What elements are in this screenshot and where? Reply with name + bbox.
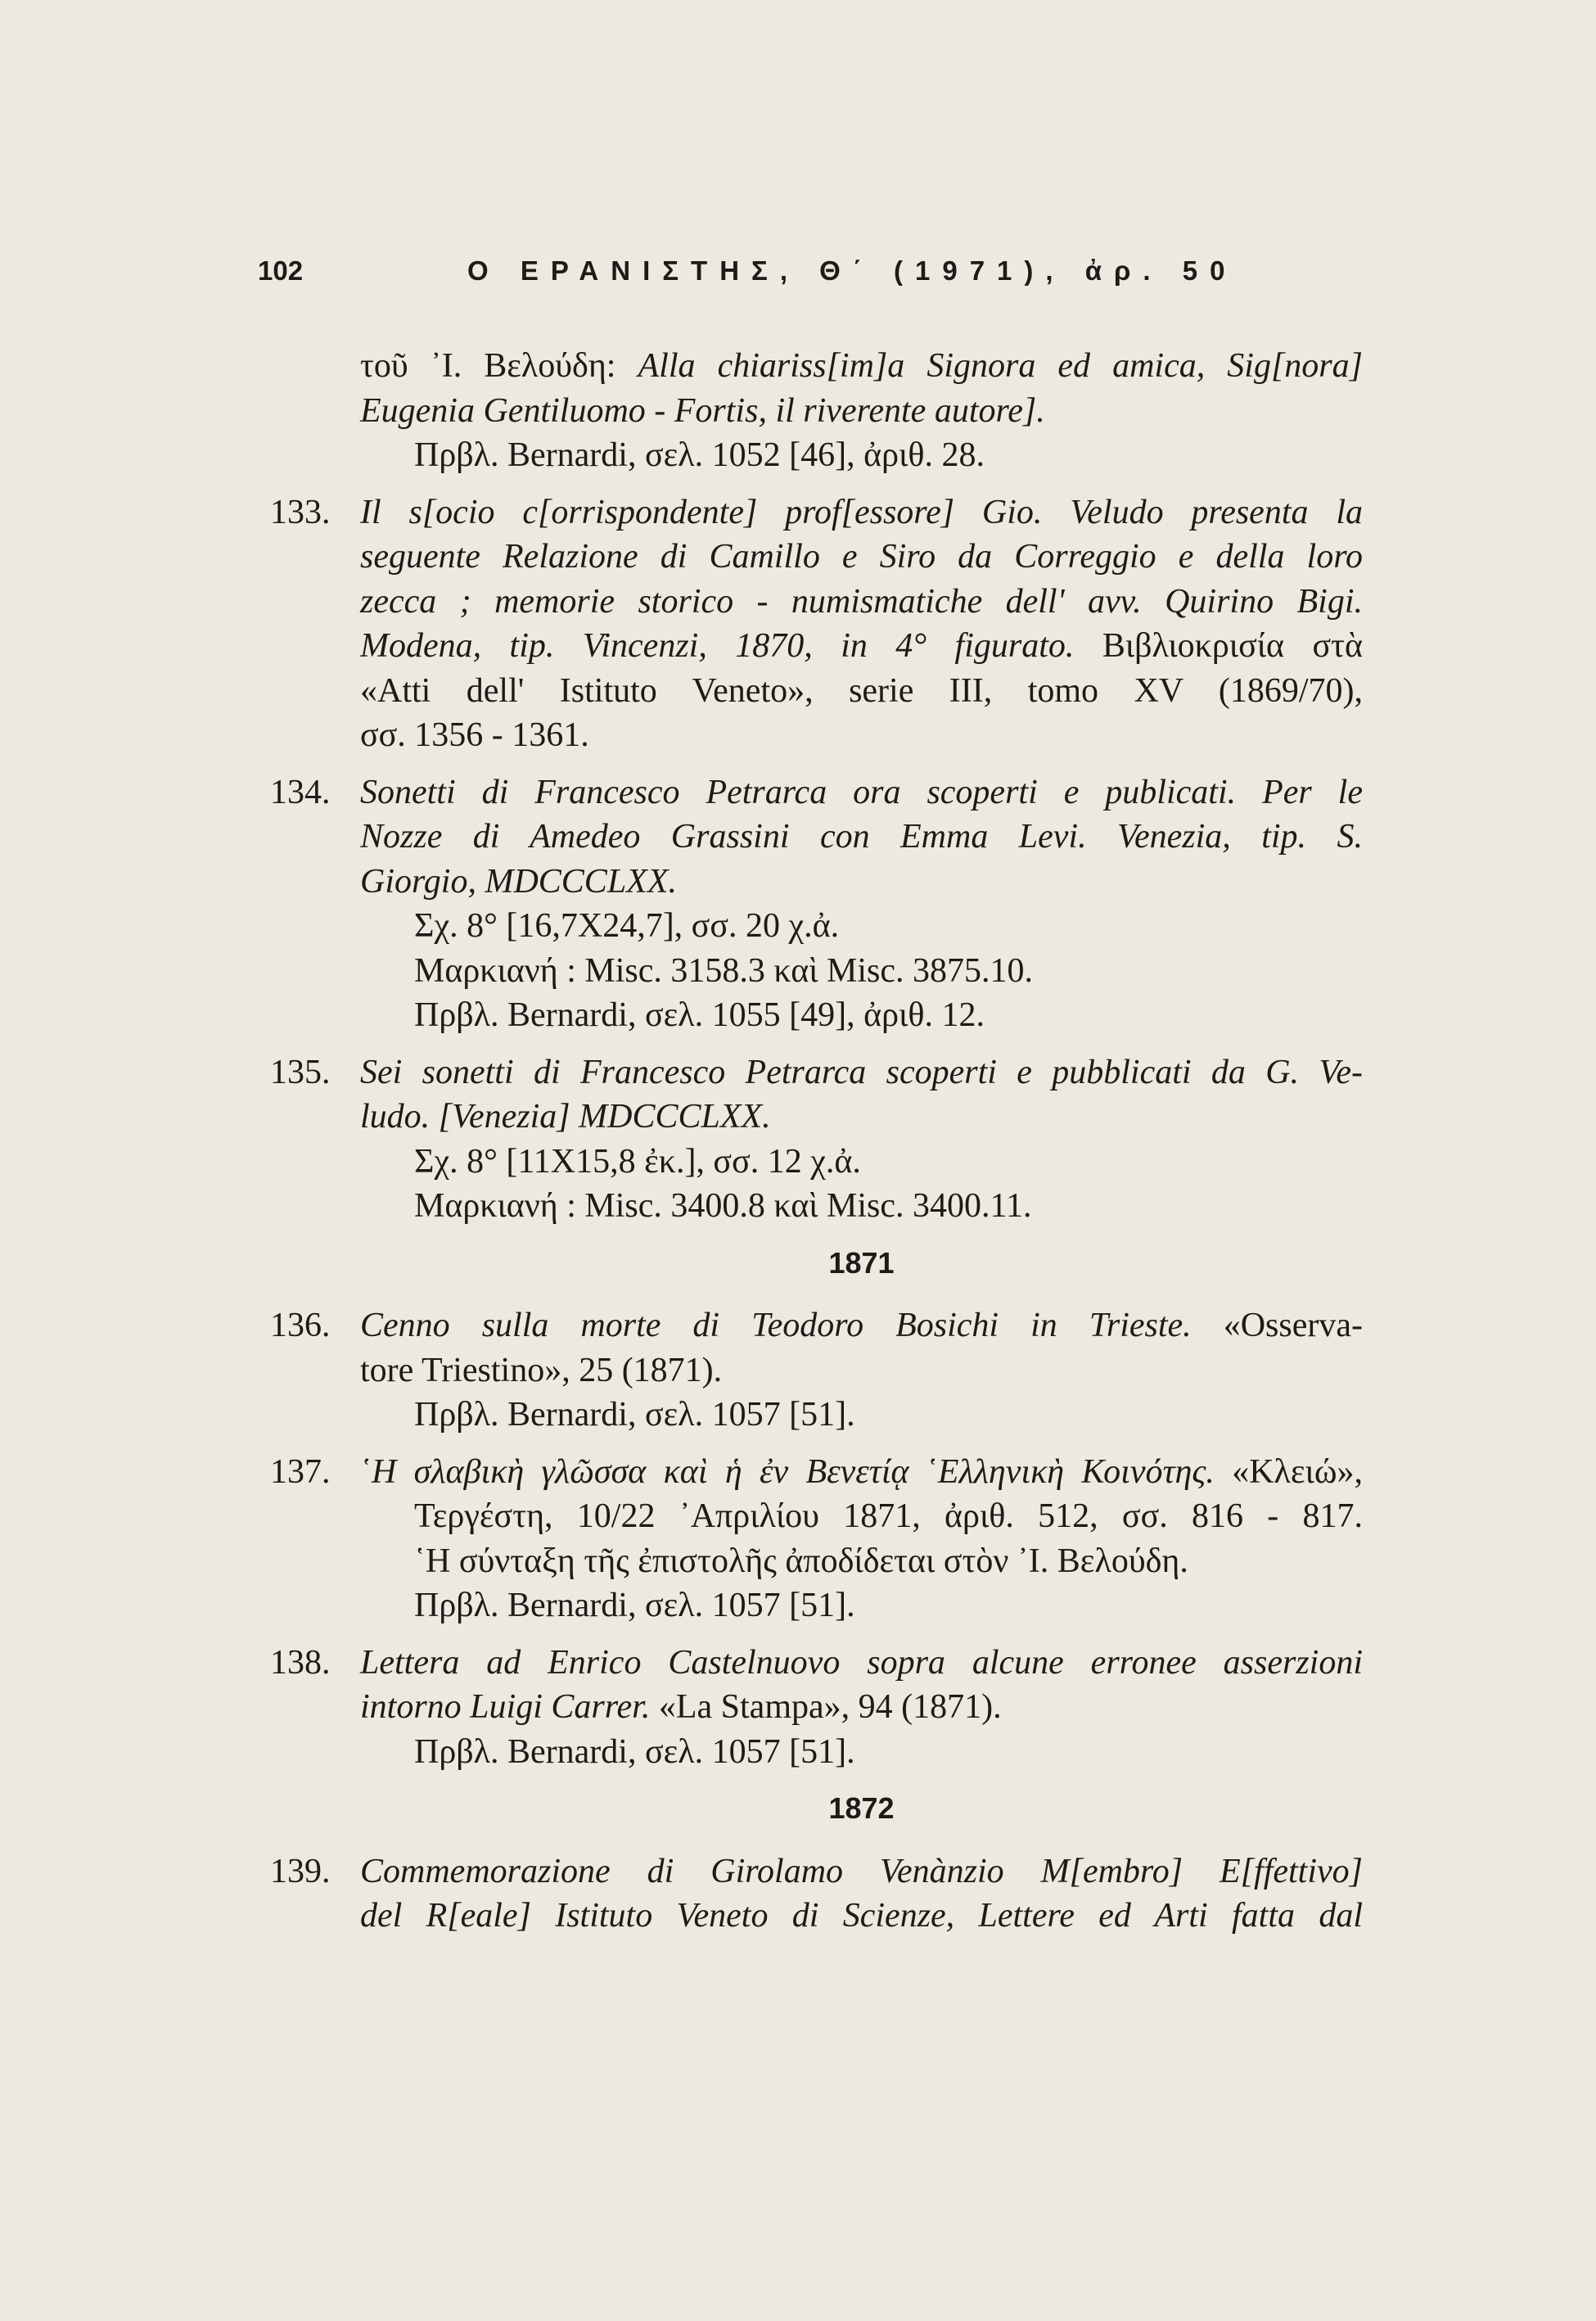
text-line: τοῦ ᾿Ι. Βελούδη: Alla chiariss[im]a Signora ed amica, Sig[nora] — [360, 347, 1363, 385]
entry-number: 135. — [270, 1053, 331, 1091]
text-line: σσ. 1356 - 1361. — [360, 716, 589, 754]
bibliography-body — [270, 344, 1363, 1951]
text-line: Lettera ad Enrico Castelnuovo sopra alcune erronee asserzioni — [360, 1643, 1363, 1682]
note-line: ῾Η σύνταξη τῆς ἐπιστολῆς ἀποδίδεται στὸν ᾿Ι. Βελούδη. — [414, 1542, 1188, 1580]
entry-continuation — [270, 344, 1363, 478]
format-line: Σχ. 8° [11Χ15,8 ἐκ.], σσ. 12 χ.ἀ. — [414, 1142, 861, 1181]
text-line: seguente Relazione di Camillo e Siro da Correggio e della loro — [360, 538, 1363, 576]
text-line: Τεργέστη, 10/22 ᾿Απριλίου 1871, ἀριθ. 512, σσ. 816 - 817. — [414, 1497, 1363, 1535]
reference-line: Πρβλ. Bernardi, σελ. 1057 [51]. — [414, 1587, 855, 1624]
reference-line: Πρβλ. Bernardi, σελ. 1057 [51]. — [414, 1396, 855, 1434]
text-line: zecca ; memorie storico - numismatiche dell' avv. Quirino Bigi. — [360, 582, 1363, 621]
text-line: del R[eale] Istituto Veneto di Scienze, Lettere ed Arti fatta dal — [360, 1897, 1363, 1935]
year-heading-1871: 1871 — [828, 1245, 895, 1280]
entry-number: 133. — [270, 493, 331, 531]
reference-line: Πρβλ. Bernardi, σελ. 1052 [46], ἀριθ. 28. — [414, 436, 985, 474]
text-line: ῾Η σλαβικὴ γλῶσσα καὶ ἡ ἐν Βενετίᾳ ῾Ελληνικὴ Κοινότης. «Κλειώ», — [360, 1452, 1363, 1491]
text-line: Sei sonetti di Francesco Petrarca scoperti e pubblicati da G. Ve- — [360, 1053, 1363, 1091]
entry-138 — [270, 1641, 1363, 1775]
entry-134 — [270, 770, 1363, 1038]
text-line: Giorgio, MDCCCLXX. — [360, 862, 677, 901]
entry-number: 139. — [270, 1852, 331, 1890]
entry-number: 136. — [270, 1307, 331, 1344]
entry-139 — [270, 1849, 1363, 1939]
entry-133 — [270, 490, 1363, 758]
text-line: tore Triestino», 25 (1871). — [360, 1351, 723, 1389]
library-line: Μαρκιανή : Misc. 3158.3 καὶ Misc. 3875.10. — [414, 951, 1033, 990]
text-line: ludo. [Venezia] MDCCCLXX. — [360, 1098, 771, 1136]
text-line: Commemorazione di Girolamo Venànzio M[embro] E[ffettivo] — [360, 1852, 1363, 1890]
reference-line: Πρβλ. Bernardi, σελ. 1055 [49], ἀριθ. 12. — [414, 996, 985, 1034]
library-line: Μαρκιανή : Misc. 3400.8 καὶ Misc. 3400.11. — [414, 1187, 1032, 1225]
year-heading-1872: 1872 — [828, 1791, 895, 1825]
entry-137 — [270, 1450, 1363, 1628]
entry-135 — [270, 1050, 1363, 1229]
entry-number: 137. — [270, 1452, 331, 1491]
text-line: Nozze di Amedeo Grassini con Emma Levi. Venezia, tip. S. — [360, 818, 1363, 856]
text-line: Cenno sulla morte di Teodoro Bosichi in Trieste. «Osserva- — [360, 1307, 1363, 1344]
reference-line: Πρβλ. Bernardi, σελ. 1057 [51]. — [414, 1732, 855, 1771]
format-line: Σχ. 8° [16,7Χ24,7], σσ. 20 χ.ἀ. — [414, 907, 840, 945]
text-line: Eugenia Gentiluomo - Fortis, il riverente autore]. — [360, 391, 1045, 430]
entry-number: 134. — [270, 773, 331, 811]
entry-136 — [270, 1303, 1363, 1438]
running-title: Ο ΕΡΑΝΙΣΤΗΣ, Θ΄ (1971), ἀρ. 50 — [467, 255, 1238, 286]
text-line: «Atti dell' Istituto Veneto», serie III, tomo XV (1869/70), — [360, 671, 1363, 710]
page-header — [258, 255, 1238, 296]
text-line: Il s[ocio c[orrispondente] prof[essore] Gio. Veludo presenta la — [360, 493, 1363, 531]
text-line: Modena, tip. Vincenzi, 1870, in 4° figurato. Βιβλιοκρισία στὰ — [360, 627, 1363, 665]
text-line: Sonetti di Francesco Petrarca ora scoperti e publicati. Per le — [360, 773, 1363, 811]
page-number: 102 — [258, 255, 304, 286]
text-line: intorno Luigi Carrer. «La Stampa», 94 (1871). — [360, 1688, 1002, 1726]
entry-number: 138. — [270, 1643, 331, 1682]
